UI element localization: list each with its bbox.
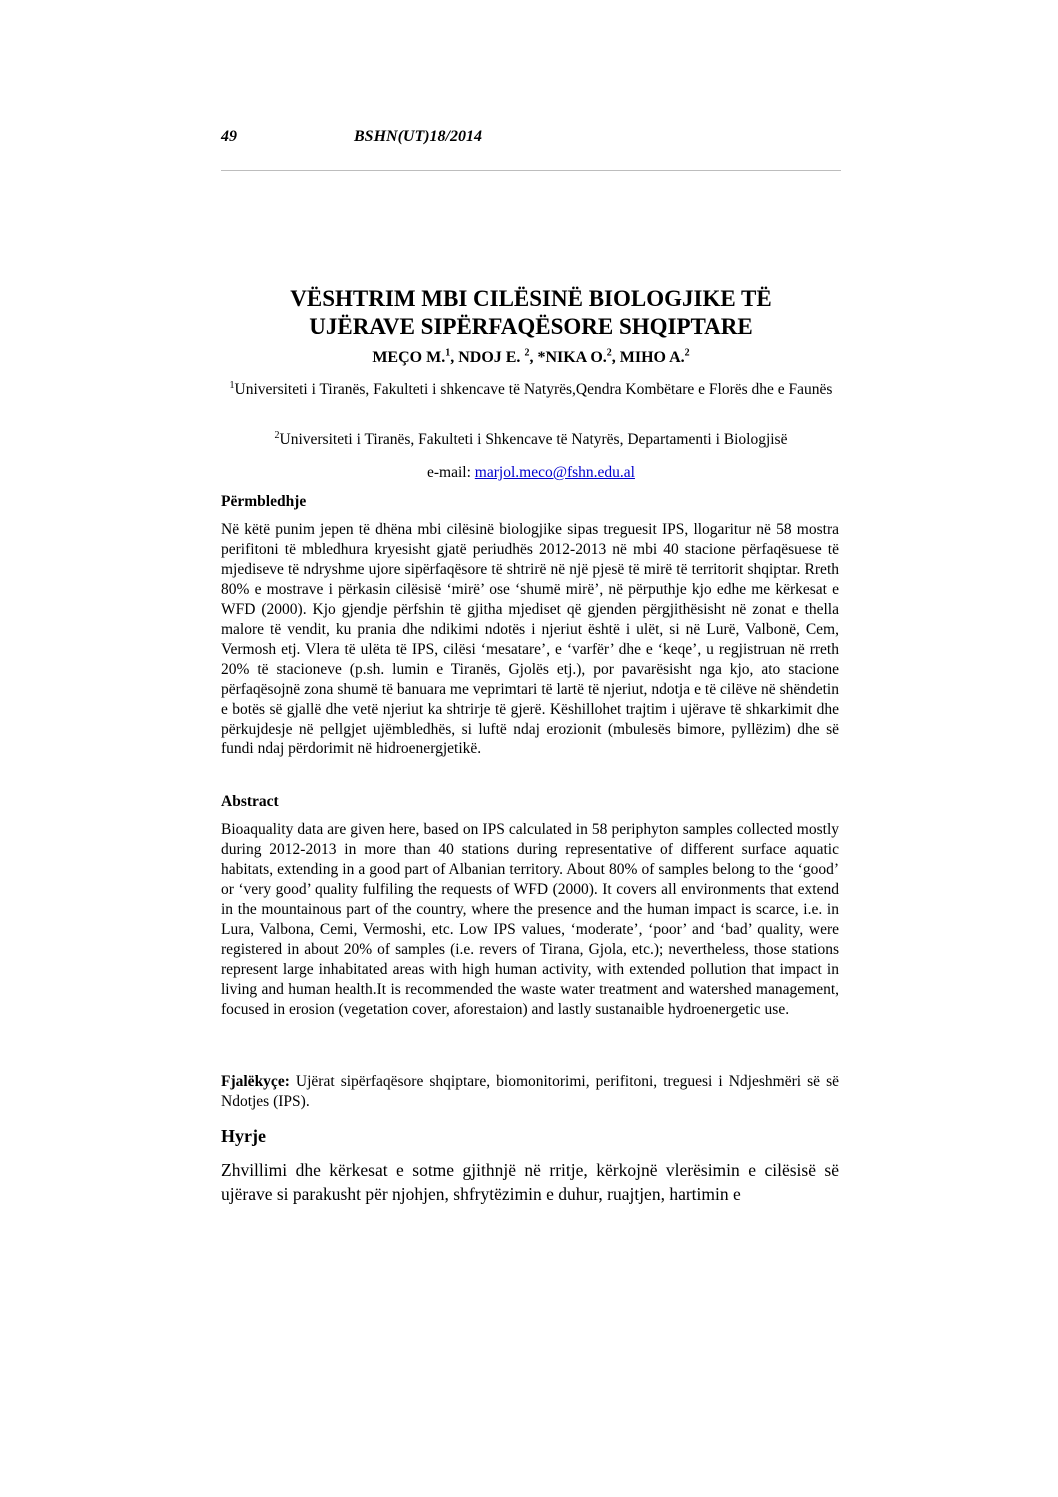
author-separator: , [450, 349, 459, 366]
permbledhje-heading: Përmbledhje [221, 493, 307, 510]
permbledhje-text: Në këtë punim jepen të dhëna mbi cilësinë biologjike sipas treguesit IPS, llogaritur në 58 mostra perifitoni të mbledhura kryesisht gjatë periudhës 2012-2013 në mbi 40 stacione përfaqësuese të mjediseve të ndryshme ujore sipërfaqësore të shtrirë në një pjesë të mirë të territorit shqiptar. Rreth 80% e mostrave i përkasin cilësisë ‘mirë’ ose ‘shumë mirë’, në përputhje kjo edhe me kërkesat e WFD (2000). Kjo gjendje përfshin të gjitha mjediset që gjenden përgjithësisht në zonat e thella malore të vendit, ku prania dhe ndikimi ndotës i njeriut është i ulët, si në Lurë, Valbonë, Cem, Vermosh etj. Vlera të ulëta të IPS, cilësi ‘mesatare’, e ‘varfër’ dhe e ‘keqe’, u regjistruan në rreth 20% të stacioneve (p.sh. lumin e Tiranës, Gjolës etj.), por pavarësisht nga kjo, ato stacione përfaqësojnë zona shumë të banuara me veprimtari të lartë të njeriut, ndotja e të cilëve në shëndetin e botës së gjallë dhe vetë njeriut ka shtrirje të gjerë. Këshillohet trajtim i ujërave të shkarkimit dhe përkujdesje në pellgjet ujëmbledhës, si luftë ndaj erozionit (mbulesës bimore, pyllëzim) dhe së fundi ndaj përdorimit në hidroenergjetikë. [221, 521, 839, 758]
email-label: e-mail: [427, 464, 475, 481]
page-number: 49 [221, 128, 237, 145]
affiliation-mark: 1 [229, 379, 235, 391]
keywords-text: Ujërat sipërfaqësore shqiptare, biomonitorimi, perifitoni, treguesi i Ndjeshmëri së së Ndotjes (IPS). [221, 1073, 839, 1110]
abstract-text: Bioaquality data are given here, based on IPS calculated in 58 periphyton samples collected mostly during 2012-2013 in more than 40 stations during representative of different surface aquatic habitats, extending in a good part of Albanian territory. About 80% of samples belong to the ‘good’ or ‘very good’ quality fulfiling the requests of WFD (2000). It covers all environments that extend in the mountainous part of the country, where the presence and the human impact is scarce, i.e. in Lura, Valbona, Cemi, Vermoshi, etc. Low IPS values, ‘moderate’, ‘poor’ and ‘bad’ quality, were registered in about 20% of samples (i.e. revers of Tirana, Gjola, etc.); nevertheless, those stations represent large inhabitated areas with high human activity, with extended pollution that impact in living and human health.It is recommended the waste water treatment and watershed management, focused in erosion (vegetation cover, aforestaion) and lastly sustanaible hydroenergetic use. [221, 821, 839, 1018]
hyrje-text: Zhvillimi dhe kërkesat e sotme gjithnjë në rritje, kërkojnë vlerësimin e cilësisë së ujërave si parakusht për njohjen, shfrytëzimin e duhur, ruajtjen, hartimin e [221, 1160, 839, 1204]
author-affiliation-mark: 2 [524, 347, 530, 359]
header-rule [221, 170, 841, 171]
contact-email [221, 463, 841, 483]
affiliation-mark: 2 [274, 429, 280, 441]
author-list [221, 347, 841, 369]
keywords-label: Fjalëkyçe: [221, 1073, 290, 1090]
author-separator: , [529, 349, 538, 366]
title-line-1: VËSHTRIM MBI CILËSINË BIOLOGJIKE TË [290, 286, 772, 311]
author-affiliation-mark: 2 [684, 347, 690, 359]
title-line-2: UJËRAVE SIPËRFAQËSORE SHQIPTARE [309, 314, 753, 339]
keywords [221, 1072, 839, 1112]
running-head [221, 128, 841, 150]
author-name: *NIKA O. [537, 349, 607, 366]
email-link[interactable]: marjol.meco@fshn.edu.al [474, 464, 635, 481]
affiliation-1 [221, 380, 841, 400]
journal-name: BSHN(UT)18/2014 [354, 128, 482, 145]
affiliation-2 [221, 430, 841, 450]
author-name: MIHO A. [619, 349, 685, 366]
author-separator: , [611, 349, 620, 366]
hyrje-heading: Hyrje [221, 1126, 266, 1146]
author-affiliation-mark: 1 [445, 347, 451, 359]
affiliation-text: Universiteti i Tiranës, Fakulteti i Shkencave të Natyrës, Departamenti i Biologjisë [279, 431, 788, 448]
abstract-heading: Abstract [221, 793, 279, 810]
affiliation-text: Universiteti i Tiranës, Fakulteti i shkencave të Natyrës,Qendra Kombëtare e Florës dhe e Faunës [234, 381, 833, 398]
author-name: NDOJ E. [458, 349, 525, 366]
article-title [221, 285, 841, 341]
author-name: MEÇO M. [372, 349, 446, 366]
author-affiliation-mark: 2 [606, 347, 612, 359]
